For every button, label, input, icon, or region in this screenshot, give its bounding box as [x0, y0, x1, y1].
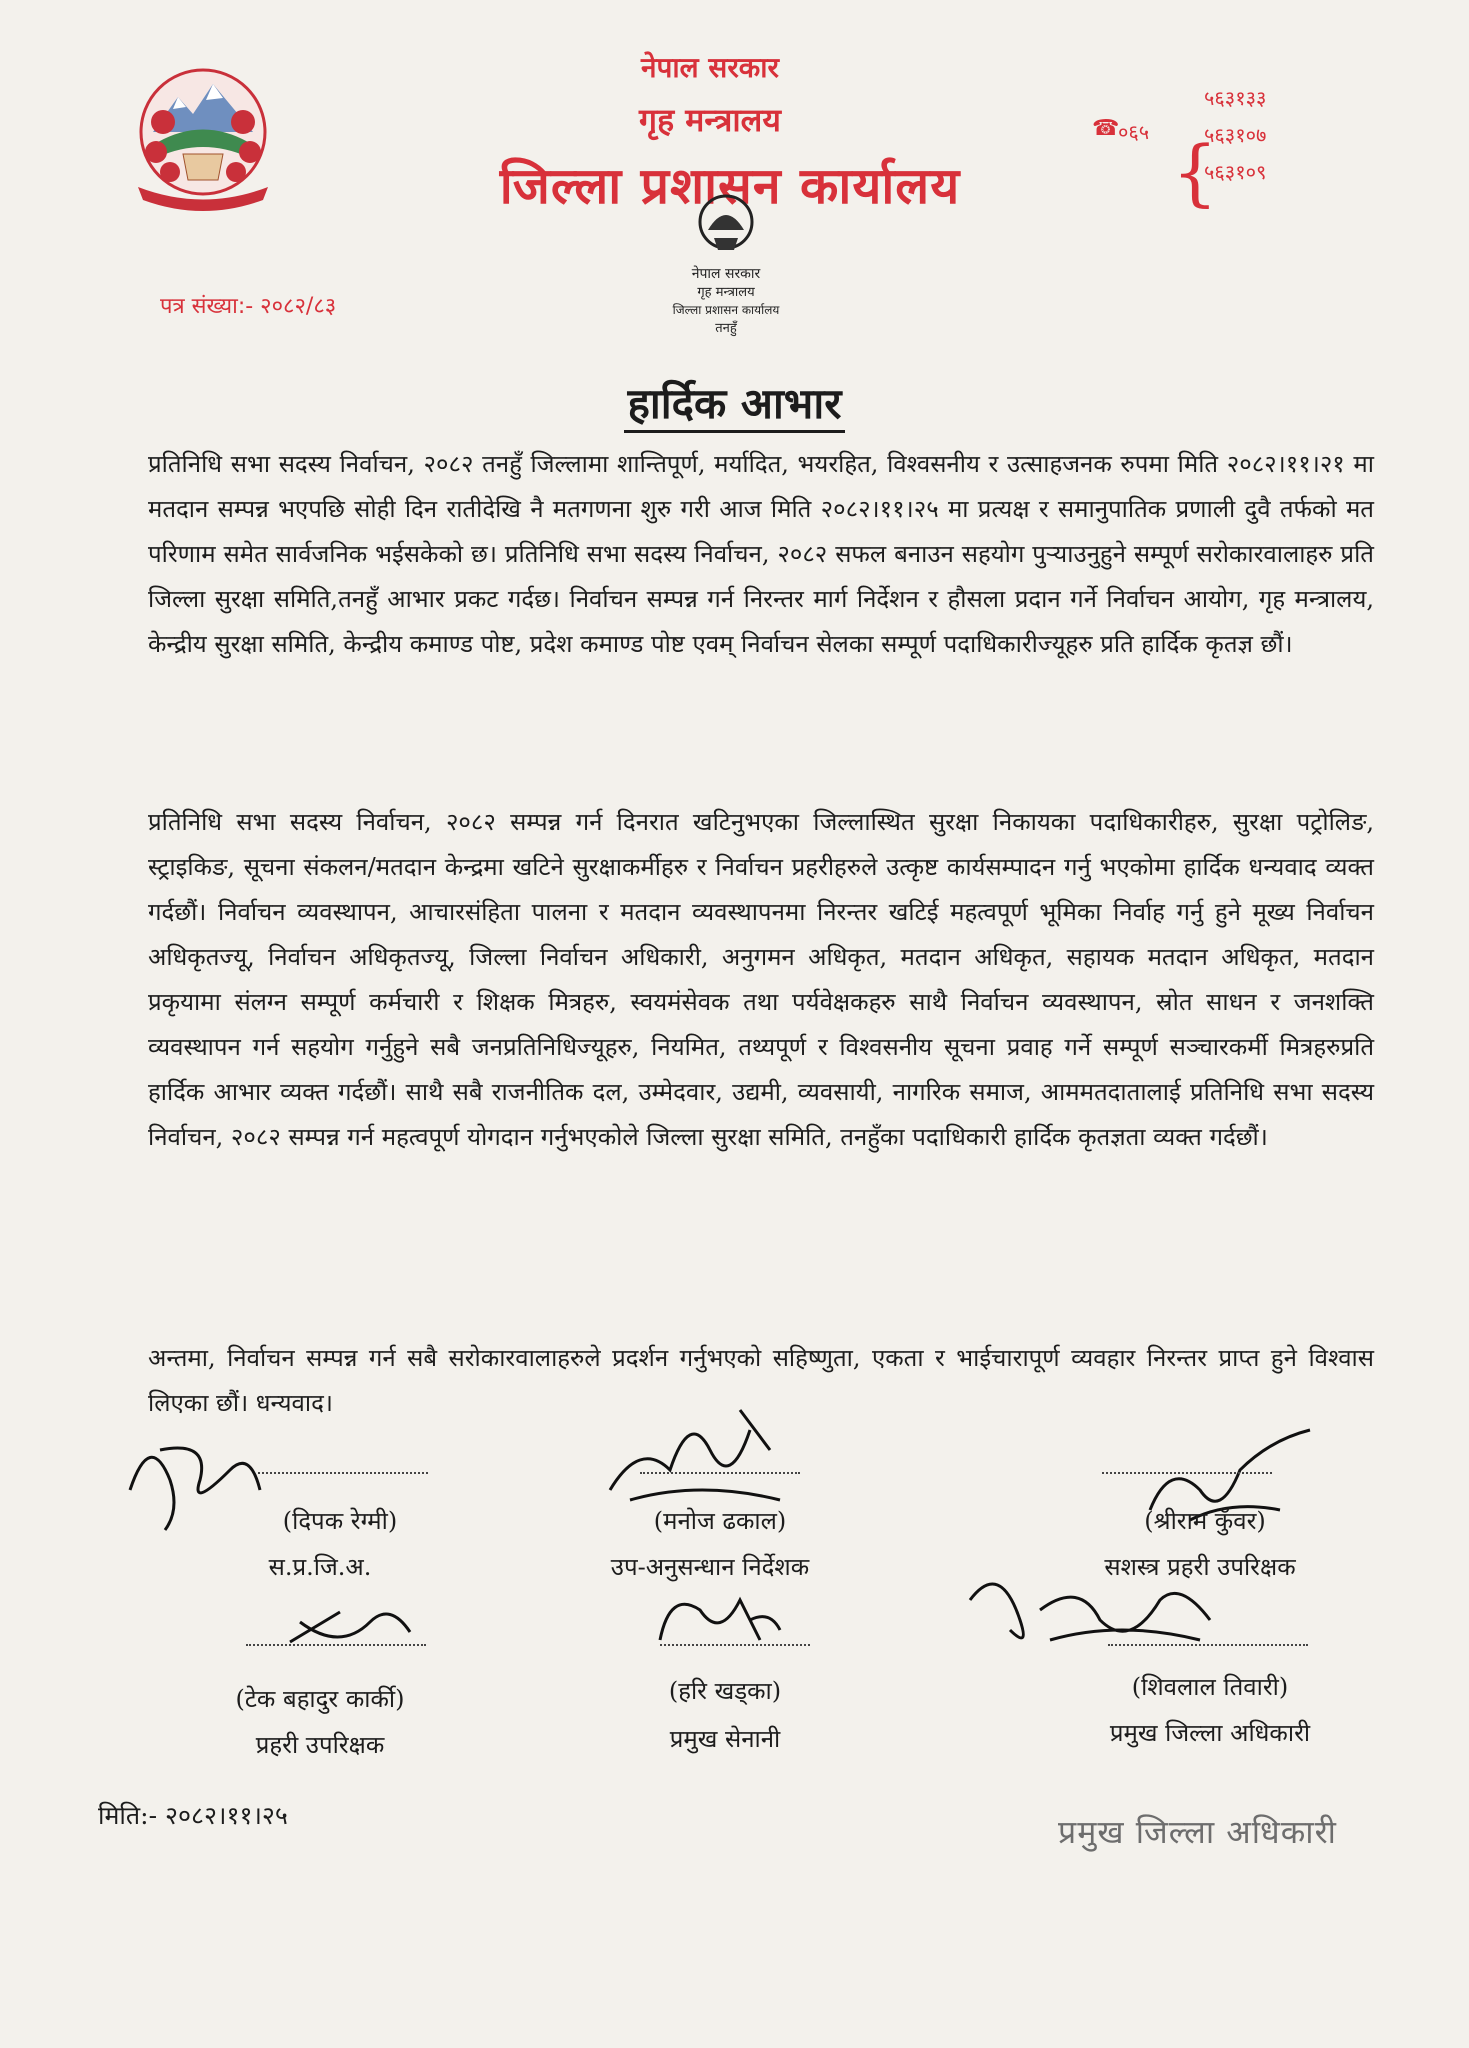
brace-icon: { — [1172, 130, 1218, 214]
phone-numbers — [1204, 80, 1266, 191]
signatory-name: (श्रीराम कुँवर) — [1144, 1507, 1266, 1535]
signatory-title: स.प्र.जि.अ. — [268, 1553, 372, 1581]
telephone-icon: ☎ — [1092, 116, 1120, 141]
letter-title — [0, 374, 1469, 431]
signatory-name: (दिपक रेग्मी) — [282, 1507, 398, 1535]
paragraph-3: अन्तमा, निर्वाचन सम्पन्न गर्न सबै सरोकारवालाहरुले प्रदर्शन गर्नुभएको सहिष्णुता, एकता र भाईचारापूर्ण व्यवहार निरन्तर प्राप्त हुने विश्वास लिएका छौं। धन्यवाद। — [148, 1344, 1374, 1417]
phone-area-code: ०६५ — [1118, 120, 1150, 144]
signatory-title: प्रमुख सेनानी — [669, 1725, 781, 1753]
paragraph-2: प्रतिनिधि सभा सदस्य निर्वाचन, २०८२ सम्पन्न गर्न दिनरात खटिनुभएका जिल्लास्थित सुरक्षा निकायका पदाधिकारीहरु, सुरक्षा पट्रोलिङ, स्ट्राइकिङ, सूचना संकलन/मतदान केन्द्रमा खटिने सुरक्षाकर्मीहरु र निर्वाचन प्रहरीहरुले उत्कृष्ट कार्यसम्पादन गर्नु भएकोमा हार्दिक धन्यवाद व्यक्त गर्दछौं। निर्वाचन व्यवस्थापन, आचारसंहिता पालना र मतदान व्यवस्थापनमा निरन्तर खटिई महत्वपूर्ण भूमिका निर्वाह गर्नु हुने मूख्य निर्वाचन अधिकृतज्यू, निर्वाचन अधिकृतज्यू, जिल्ला निर्वाचन अधिकारी, अनुगमन अधिकृत, मतदान अधिकृत, सहायक मतदान अधिकृत, मतदान प्रकृयामा संलग्न सम्पूर्ण कर्मचारी र शिक्षक मित्रहरु, स्वयमंसेवक तथा पर्यवेक्षकहरु साथै निर्वाचन व्यवस्थापन, स्रोत साधन र जनशक्ति व्यवस्थापन गर्न सहयोग गर्नुहुने सबै जनप्रतिनिधिज्यूहरु, नियमित, तथ्यपूर्ण र विश्वसनीय सूचना प्रवाह गर्ने सम्पूर्ण सञ्चारकर्मी मित्रहरुप्रति हार्दिक आभार व्यक्त गर्दछौं। साथै सबै राजनीतिक दल, उम्मेदवार, उद्यमी, व्यवसायी, नागरिक समाज, आममतदातालाई प्रतिनिधि सभा सदस्य निर्वाचन, २०८२ सम्पन्न गर्न महत्वपूर्ण योगदान गर्नुभएकोले जिल्ला सुरक्षा समिति, तनहुँका पदाधिकारी हार्दिक कृतज्ञता व्यक्त गर्दछौं। — [148, 808, 1374, 1151]
signatory-title: प्रमुख जिल्ला अधिकारी — [1109, 1719, 1311, 1747]
phone-number: ५६३१०९ — [1204, 160, 1267, 184]
signatory-title: सशस्त्र प्रहरी उपरिक्षक — [1104, 1553, 1296, 1581]
signatory-name: (मनोज ढकाल) — [653, 1507, 787, 1535]
signature-line — [660, 1644, 810, 1646]
header-office: जिल्ला प्रशासन कार्यालय — [499, 157, 961, 215]
signature-4-icon — [280, 1592, 430, 1662]
signature-line — [1108, 1644, 1308, 1646]
letter-date: मिति:- २०८२।११।२५ — [98, 1801, 288, 1830]
phone-number: ५६३१०७ — [1204, 123, 1267, 147]
svg-text:गृह मन्त्रालय: गृह मन्त्रालय — [697, 285, 755, 300]
signatory-name: (शिवलाल तिवारी) — [1131, 1673, 1289, 1701]
signatory-title: प्रहरी उपरिक्षक — [255, 1731, 385, 1759]
svg-text:नेपाल सरकार: नेपाल सरकार — [691, 266, 761, 282]
phone-number: ५६३१३३ — [1204, 86, 1267, 110]
signatory-name: (हरि खड्का) — [668, 1677, 782, 1705]
designation-stamp: प्रमुख जिल्ला अधिकारी — [1058, 1813, 1337, 1851]
signature-line — [640, 1472, 800, 1474]
signatory-title: उप-अनुसन्धान निर्देशक — [610, 1553, 810, 1581]
paragraph-1: प्रतिनिधि सभा सदस्य निर्वाचन, २०८२ तनहुँ जिल्लामा शान्तिपूर्ण, मर्यादित, भयरहित, विश्वसनीय र उत्साहजनक रुपमा मिति २०८२।११।२१ मा मतदान सम्पन्न भएपछि सोही दिन रातीदेखि नै मतगणना शुरु गरी आज मिति २०८२।११।२५ मा प्रत्यक्ष र समानुपातिक प्रणाली दुवै तर्फको मत परिणाम समेत सार्वजनिक भईसकेको छ। प्रतिनिधि सभा सदस्य निर्वाचन, २०८२ सफल बनाउन सहयोग पुऱ्याउनुहुने सम्पूर्ण सरोकारवालाहरु प्रति जिल्ला सुरक्षा समिति,तनहुँ आभार प्रकट गर्दछ। निर्वाचन सम्पन्न गर्न निरन्तर मार्ग निर्देशन र हौसला प्रदान गर्ने निर्वाचन आयोग, गृह मन्त्रालय, केन्द्रीय सुरक्षा समिति, केन्द्रीय कमाण्ड पोष्ट, प्रदेश कमाण्ड पोष्ट एवम् निर्वाचन सेलका सम्पूर्ण पदाधिकारीज्यूहरु प्रति हार्दिक कृतज्ञ छौं। — [148, 450, 1374, 658]
signature-line — [258, 1472, 428, 1474]
header-ministry: गृह मन्त्रालय — [639, 101, 781, 139]
signature-line — [1102, 1472, 1272, 1474]
signature-5-icon — [650, 1580, 790, 1660]
header-government: नेपाल सरकार — [640, 51, 780, 84]
office-seal-icon — [646, 180, 806, 345]
svg-text:तनहुँ: तनहुँ — [715, 321, 737, 336]
reference-number: पत्र संख्या:- २०८२/८३ — [160, 294, 337, 319]
signatory-name: (टेक बहादुर कार्की) — [235, 1685, 405, 1713]
signature-2-icon — [600, 1390, 790, 1520]
signature-line — [246, 1644, 426, 1646]
nepal-emblem-icon — [118, 62, 288, 212]
title-text: हार्दिक आभार — [624, 379, 846, 433]
svg-text:जिल्ला प्रशासन कार्यालय: जिल्ला प्रशासन कार्यालय — [672, 303, 780, 317]
signature-6-icon — [960, 1560, 1220, 1670]
